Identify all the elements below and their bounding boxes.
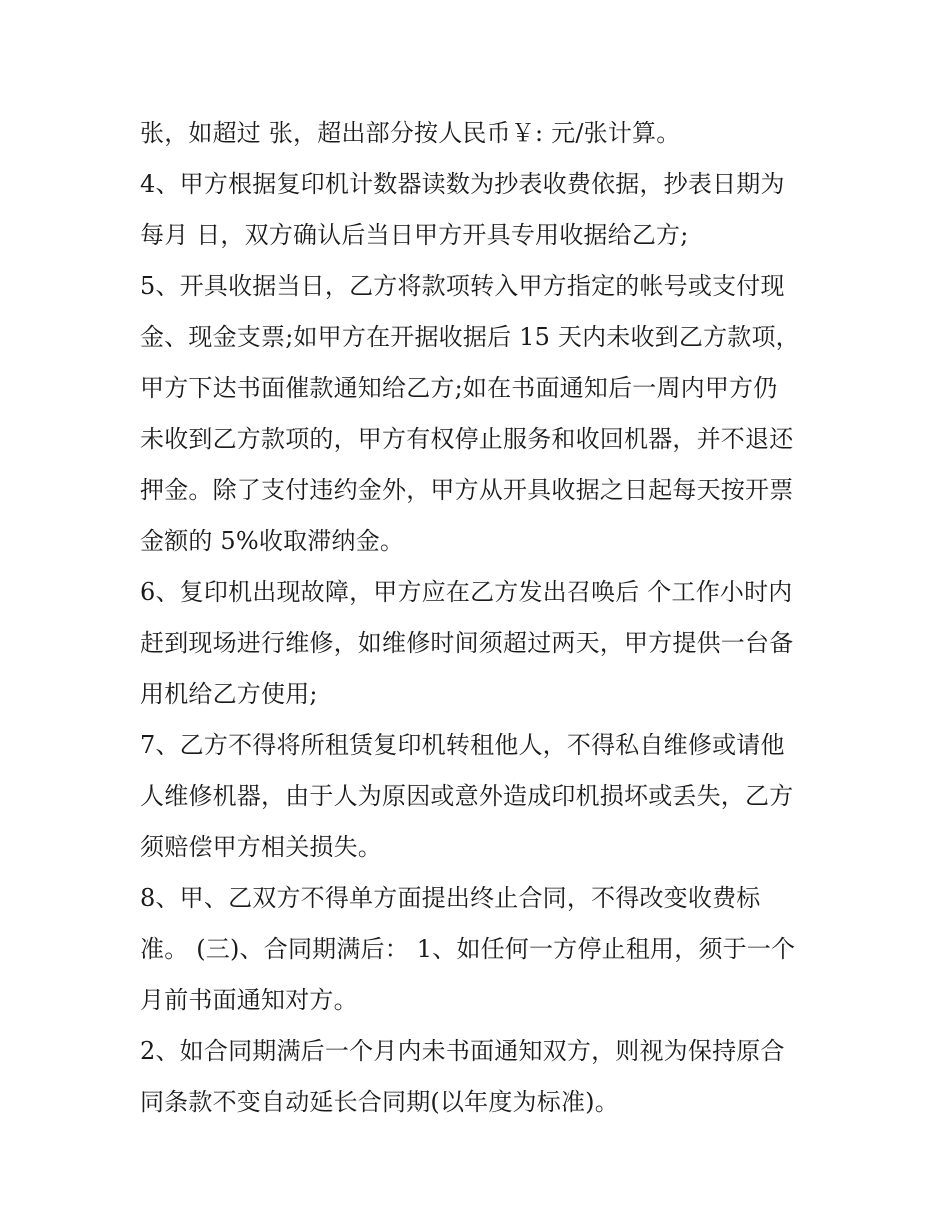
text-line: 人维修机器，由于人为原因或意外造成印机损坏或丢失，乙方 (140, 782, 794, 810)
text-line: 金、现金支票;如甲方在开据收据后 15 天内未收到乙方款项， (140, 323, 800, 351)
text-line: 押金。除了支付违约金外，甲方从开具收据之日起每天按开票 (140, 476, 794, 504)
document-body (140, 108, 830, 1128)
text-line: 须赔偿甲方相关损失。 (140, 833, 382, 861)
text-line: 8、甲、乙双方不得单方面提出终止合同，不得改变收费标 (140, 884, 761, 912)
text-line: 金额的 5%收取滞纳金。 (140, 527, 405, 555)
text-line: 用机给乙方使用; (140, 680, 318, 708)
text-line: 2、如合同期满后一个月内未书面通知双方，则视为保持原合 (140, 1037, 785, 1065)
text-line: 6、复印机出现故障，甲方应在乙方发出召唤后 个工作小时内 (140, 578, 793, 606)
text-line: 月前书面通知对方。 (140, 986, 358, 1014)
text-line: 5、开具收据当日，乙方将款项转入甲方指定的帐号或支付现 (140, 272, 785, 300)
text-line: 同条款不变自动延长合同期(以年度为标准)。 (140, 1088, 619, 1116)
text-line: 7、乙方不得将所租赁复印机转租他人，不得私自维修或请他 (140, 731, 785, 759)
text-line: 甲方下达书面催款通知给乙方;如在书面通知后一周内甲方仍 (140, 374, 778, 402)
text-line: 准。 (三)、合同期满后： 1、如任何一方停止租用，须于一个 (140, 935, 796, 963)
text-line: 赶到现场进行维修，如维修时间须超过两天，甲方提供一台备 (140, 629, 794, 657)
text-line: 未收到乙方款项的，甲方有权停止服务和收回机器，并不退还 (140, 425, 794, 453)
text-line: 张，如超过 张，超出部分按人民币￥: 元/张计算。 (140, 119, 681, 147)
text-line: 4、甲方根据复印机计数器读数为抄表收费依据，抄表日期为 (140, 170, 785, 198)
text-line: 每月 日，双方确认后当日甲方开具专用收据给乙方; (140, 221, 689, 249)
